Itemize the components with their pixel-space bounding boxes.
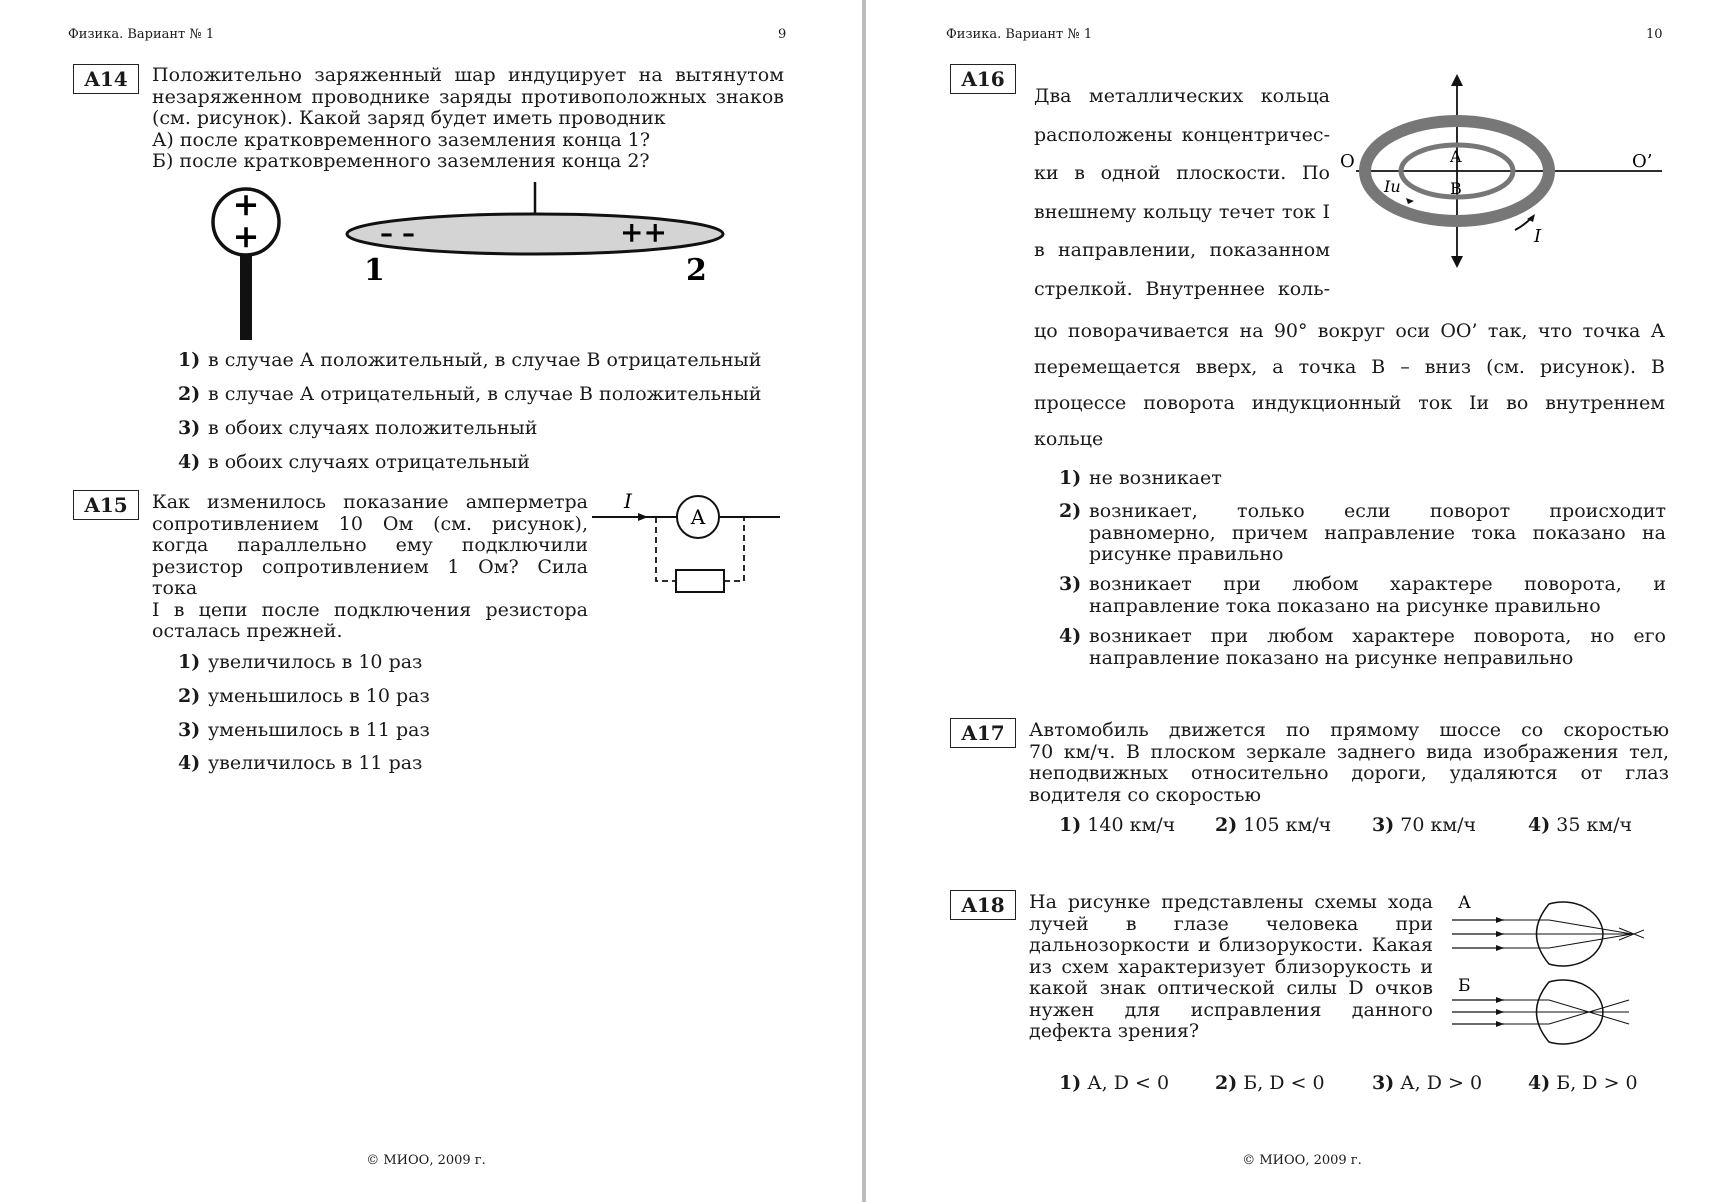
text-line: (см. рисунок). Какой заряд будет иметь проводник: [152, 107, 666, 129]
positive-charges: ++: [620, 216, 667, 249]
ammeter-circuit-figure: [590, 486, 790, 596]
text-line: водителя со скоростью: [1029, 783, 1262, 806]
charged-ball-conductor-figure: [200, 180, 740, 340]
text-line: цо поворачивается на 90° вокруг оси ОО’ так, что точка А: [1034, 320, 1665, 342]
left-page: [0, 0, 862, 1202]
current-label: I: [624, 489, 632, 513]
parallel-branch: [724, 517, 744, 581]
conductor-end-1: 1: [364, 253, 385, 288]
answer-option: 2) Б, D < 0: [1215, 1072, 1325, 1094]
label-o: O: [1340, 151, 1355, 172]
question-text-a18: [1029, 892, 1433, 1043]
label-point-a: A: [1450, 147, 1462, 166]
question-text-a17: [1029, 720, 1669, 806]
answer-option: 3) в обоих случаях положительный: [178, 417, 538, 439]
current-arrow: [638, 513, 648, 521]
text-line: лучей в глазе человека при: [1029, 912, 1433, 935]
ball-plus-sign: +: [232, 185, 260, 223]
text-line: ки в одной плоскости. По: [1034, 162, 1330, 184]
text-line: внешнему кольцу течет ток I: [1034, 200, 1330, 223]
resistor: [676, 570, 724, 592]
answer-option: 1) 140 км/ч: [1059, 814, 1176, 836]
text-line: сопротивлением 10 Ом (см. рисунок),: [152, 512, 588, 535]
answer-option: 3) возникает при любом характере поворота, и направление тока показано на рисунке правильно: [1059, 573, 1666, 617]
negative-charges: – –: [380, 219, 416, 249]
induced-current-arrow: [1406, 198, 1414, 204]
text-line: Автомобиль движется по прямому шоссе со скоростью: [1029, 719, 1669, 741]
answer-option: 4) 35 км/ч: [1528, 814, 1633, 836]
answer-option: 2) возникает, только если поворот происходит равномерно, причем направление тока показано на рисунке правильно: [1059, 500, 1666, 565]
answer-option: 4) возникает при любом характере поворота, но его направление показано на рисунке неправильно: [1059, 625, 1666, 669]
text-line: дальнозоркости и близорукости. Какая: [1029, 934, 1433, 956]
question-text-a15: [152, 492, 588, 643]
answer-option: 3) уменьшилось в 11 раз: [178, 719, 430, 741]
text-line: А) после кратковременного заземления конца 1?: [152, 128, 651, 151]
ray-paths-b: [1504, 1000, 1629, 1024]
text-line: осталась прежней.: [152, 620, 343, 642]
ray-arrow: [1496, 1021, 1504, 1027]
answer-option: 4) Б, D > 0: [1528, 1072, 1638, 1094]
text-line: резистор сопротивлением 1 Ом? Сила тока: [152, 555, 588, 599]
text-line: незаряженном проводнике заряды противоположных знаков: [152, 85, 784, 108]
text-line: нужен для исправления данного: [1029, 998, 1433, 1021]
question-text-a14: [152, 65, 784, 173]
label-current-i: I: [1534, 226, 1542, 247]
page-number: 10: [1646, 27, 1663, 42]
question-label-a18: A18: [950, 890, 1016, 920]
page-number: 9: [778, 27, 787, 42]
text-line: перемещается вверх, а точка В – вниз (см. рисунок). В: [1034, 356, 1665, 378]
ball-stand: [240, 248, 252, 340]
answer-option: 1) А, D < 0: [1059, 1072, 1170, 1094]
text-line: когда параллельно ему подключили: [152, 534, 588, 556]
question-label-a17: A17: [950, 718, 1016, 748]
text-line: I в цепи после подключения резистора: [152, 598, 588, 621]
ray-arrow: [1496, 1009, 1504, 1015]
answer-option: 1) не возникает: [1059, 467, 1222, 489]
page-header-title: Физика. Вариант № 1: [946, 27, 1093, 42]
answer-option: 4) увеличилось в 11 раз: [178, 752, 423, 774]
answer-option: 2) 105 км/ч: [1215, 814, 1332, 836]
ray-arrow: [1496, 917, 1504, 923]
text-line: Б) после кратковременного заземления конца 2?: [152, 150, 650, 172]
question-label-a15: A15: [73, 490, 139, 520]
ray-arrow: [1496, 945, 1504, 951]
text-line: процессе поворота индукционный ток Iи во внутреннем: [1034, 392, 1665, 414]
question-label-a14: A14: [73, 64, 139, 94]
label-induced-current: Iи: [1384, 177, 1401, 196]
ball-plus-sign: +: [232, 217, 260, 255]
text-line: Два металлических кольца: [1034, 85, 1330, 107]
answer-option: 1) в случае А положительный, в случае В отрицательный: [178, 349, 762, 371]
label-o-prime: O’: [1632, 151, 1653, 172]
rings-figure: [1332, 72, 1692, 272]
answer-option: 2) уменьшилось в 10 раз: [178, 685, 430, 707]
answer-option: 4) в обоих случаях отрицательный: [178, 451, 530, 473]
text-line: Положительно заряженный шар индуцирует на вытянутом: [152, 64, 784, 86]
label-point-b: B: [1450, 179, 1462, 198]
question-text-a16-bottom: [1034, 313, 1665, 457]
text-line: На рисунке представлены схемы хода: [1029, 891, 1433, 913]
up-arrow: [1451, 74, 1463, 86]
answer-option: 2) в случае А отрицательный, в случае В положительный: [178, 383, 762, 405]
question-text-a16-top: [1034, 77, 1330, 308]
scheme-a-label: А: [1458, 893, 1471, 913]
text-line: расположены концентричес-: [1034, 123, 1330, 146]
page-header-title: Физика. Вариант № 1: [68, 27, 215, 42]
text-line: какой знак оптической силы D очков: [1029, 977, 1433, 999]
conductor-end-2: 2: [686, 253, 707, 288]
page-footer: © МИОО, 2009 г.: [366, 1153, 486, 1168]
answer-option: 1) увеличилось в 10 раз: [178, 651, 423, 673]
right-page: [866, 0, 1729, 1202]
ray-paths-a: [1504, 920, 1644, 948]
down-arrow: [1451, 256, 1463, 268]
answer-option: 3) А, D > 0: [1372, 1072, 1483, 1094]
text-line: в направлении, показанном: [1034, 239, 1330, 261]
text-line: из схем характеризует близорукость и: [1029, 955, 1433, 978]
answer-option: 3) 70 км/ч: [1372, 814, 1477, 836]
parallel-branch: [656, 517, 676, 581]
ray-arrow: [1496, 997, 1504, 1003]
question-label-a16: A16: [950, 64, 1016, 94]
scheme-b-label: Б: [1458, 976, 1471, 996]
text-line: неподвижных относительно дороги, удаляются от глаз: [1029, 762, 1669, 784]
eye-schemes-figure: [1444, 888, 1644, 1048]
ray-arrow: [1496, 931, 1504, 937]
text-line: 70 км/ч. В плоском зеркале заднего вида изображения тел,: [1029, 740, 1669, 763]
text-line: стрелкой. Внутреннее коль-: [1034, 277, 1330, 300]
page-footer: © МИОО, 2009 г.: [1242, 1153, 1362, 1168]
text-line: кольце: [1034, 428, 1104, 450]
text-line: дефекта зрения?: [1029, 1020, 1200, 1042]
ammeter-label: A: [690, 505, 706, 529]
text-line: Как изменилось показание амперметра: [152, 491, 588, 513]
